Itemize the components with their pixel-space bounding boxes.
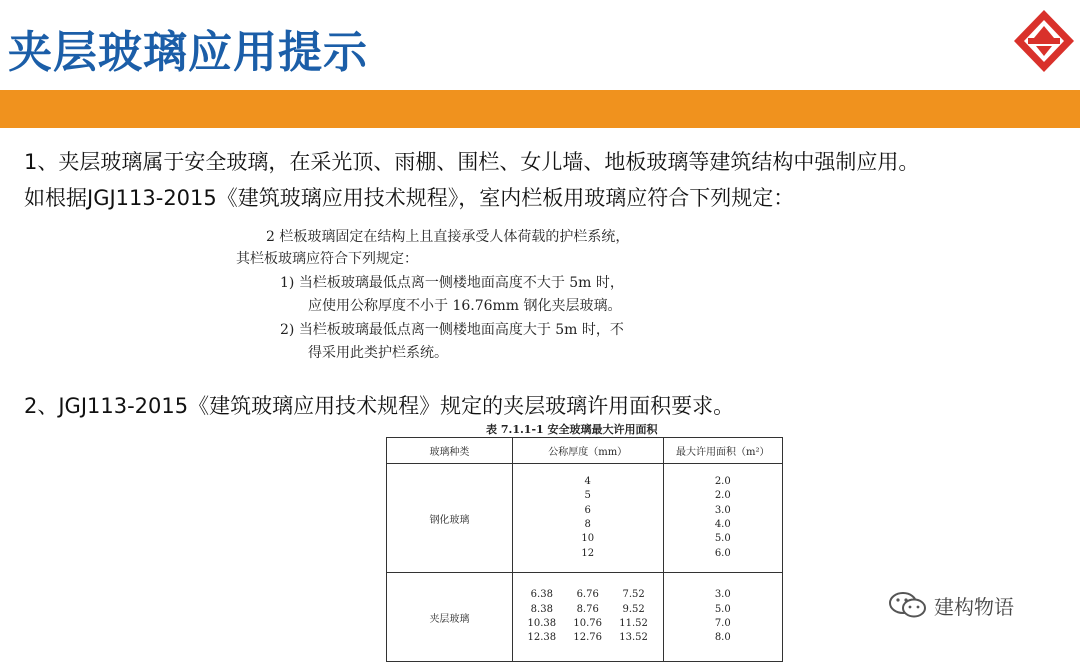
paragraph-3: 2、JGJ113-2015《建筑玻璃应用技术规程》规定的夹层玻璃许用面积要求。 [24,394,735,418]
clause-line: 应使用公称厚度不小于 16.76mm 钢化夹层玻璃。 [308,298,622,314]
thickness-value: 8.76 [576,603,599,615]
clause-line: 其栏板玻璃应符合下列规定： [236,251,418,267]
thickness-value: 10 [581,533,595,545]
thickness-value: 12 [581,547,595,559]
area-value: 8.0 [714,632,731,644]
watermark-text: 建构物语 [934,594,1014,619]
thickness-group [513,617,663,631]
table-caption: 表 7.1.1-1 安全玻璃最大许用面积 [486,423,658,436]
thickness-cell [512,464,663,573]
thickness-group [513,603,663,617]
area-value: 2.0 [714,490,731,502]
thickness-value: 10.76 [573,618,603,629]
table-header-row [387,438,783,464]
thickness-value: 6.76 [576,589,599,601]
brand-diamond-logo-icon [1012,8,1076,74]
thickness-value: 5 [584,490,591,502]
area-value: 2.0 [714,476,731,488]
clause-line: 2 栏板玻璃固定在结构上且直接承受人体荷载的护栏系统， [266,229,630,245]
area-value: 4.0 [714,519,731,530]
thickness-value: 7.52 [622,589,645,601]
thickness-value: 6.38 [530,589,553,601]
max-area-table [386,437,783,662]
clause-line: 2) 当栏板玻璃最低点离一侧楼地面高度大于 5m 时，不 [280,322,624,338]
area-value: 5.0 [714,533,731,545]
thickness-value: 8.38 [530,603,553,615]
thickness-group [513,631,663,645]
area-cell [663,573,782,662]
table-row [387,573,783,662]
thickness-value: 4 [584,476,591,488]
thickness-value: 10.38 [527,618,557,629]
wechat-icon [888,590,928,620]
thickness-value: 8 [584,519,591,530]
area-value: 3.0 [714,504,731,516]
thickness-value: 11.52 [619,618,648,629]
thickness-value: 6 [584,504,591,516]
table-row [387,464,783,573]
thickness-cell [512,573,663,662]
clause-line: 得采用此类护栏系统。 [308,345,448,361]
thickness-value: 13.52 [619,632,648,644]
paragraph-2: 如根据JGJ113-2015《建筑玻璃应用技术规程》，室内栏板用玻璃应符合下列规定： [24,186,795,210]
orange-header-band [0,90,1080,128]
thickness-group [513,588,663,602]
area-value: 7.0 [714,618,731,629]
area-cell [663,464,782,573]
code-clause-excerpt [236,222,706,370]
page-title: 夹层玻璃应用提示 [8,27,368,78]
area-value: 5.0 [714,603,731,615]
header-glass-type: 玻璃种类 [387,438,513,464]
header-thickness: 公称厚度（mm） [512,438,663,464]
thickness-value: 12.76 [573,632,603,644]
watermark [888,590,1014,620]
paragraph-1: 1、夹层玻璃属于安全玻璃，在采光顶、雨棚、围栏、女儿墙、地板玻璃等建筑结构中强制应用。 [24,150,920,174]
clause-line: 1) 当栏板玻璃最低点离一侧楼地面高度不大于 5m 时， [280,275,624,291]
thickness-value: 9.52 [622,603,645,615]
area-value: 6.0 [714,547,731,559]
glass-type-cell: 夹层玻璃 [387,573,513,662]
area-value: 3.0 [714,589,731,601]
thickness-value: 12.38 [527,632,557,644]
header-max-area: 最大许用面积（m²） [663,438,782,464]
glass-type-cell: 钢化玻璃 [387,464,513,573]
